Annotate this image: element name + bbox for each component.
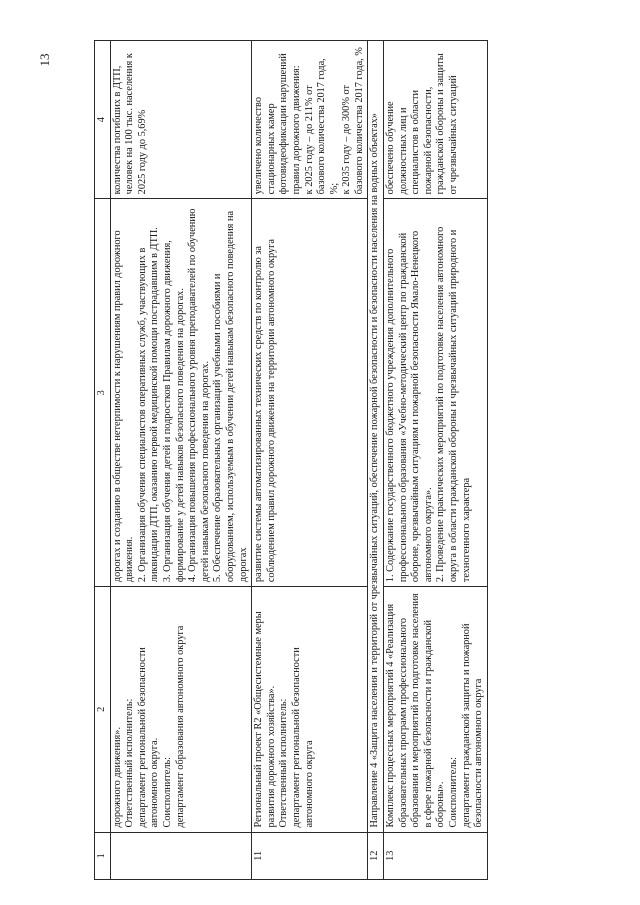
measure-name-cell (252, 587, 368, 832)
cell-line: Соисполнитель: (161, 756, 173, 828)
section-row (368, 41, 384, 880)
cell-line: дорожного движения». (111, 726, 123, 828)
header-cell-1: 1 (95, 832, 111, 879)
cell-line: Комплекс процессных мероприятий 4 «Реализация образовательных программ профессионального образования и мероприятий по подготовке населения в сфере пожарной безопасности и гражданской обороны». (385, 593, 447, 828)
measure-name-cell (110, 587, 252, 832)
table-row (384, 41, 488, 880)
header-cell-4: 4 (95, 41, 111, 199)
cell-line: 1. Содержание государственного бюджетного учреждения дополнительного профессионального образования «Учебно-методический центр по гражданской обороне, чрезвычайным ситуациям и пожарной безопасности Ямало-Ненецкого автономного округа». (385, 230, 434, 583)
measure-tasks-cell (252, 199, 368, 587)
cell-line: обеспечено обучение должностных лиц и специалистов в области пожарной безопасности, гражданской обороны и защиты от чрезвычайных ситуаций (385, 53, 460, 195)
rotated-table (94, 40, 604, 880)
measure-name-cell (384, 587, 488, 832)
cell-line: 2. Проведение практических мероприятий по подготовке населения автономного округа в области гражданской обороны и чрезвычайных ситуаций природного и техногенного характера (435, 226, 472, 583)
measure-result-cell (384, 41, 488, 199)
cell-line: увеличено количество стационарных камер фотовидеофиксации нарушений правил дорожного движения: (253, 53, 302, 195)
measure-result-cell (110, 41, 252, 199)
rotated-table-wrapper (94, 40, 604, 880)
cell-line: Ответственный исполнитель: (124, 698, 136, 828)
cell-line: количества погибших в ДТП, человек на 100 тыс. населения к 2025 году до 5,69% (111, 53, 148, 195)
cell-line: 2. Организация обучения специалистов оперативных служб, участвующих в ликвидации ДТП, оказанию первой медицинской помощи пострадавшим в ДТП. (136, 227, 161, 583)
measure-tasks-cell (110, 199, 252, 587)
section-heading: Направление 4 «Защита населения и территорий от чрезвычайных ситуаций, обеспечение пожарной безопасности и безопасности населения на водных объектах» (368, 41, 384, 833)
cell-line: департамент гражданской защиты и пожарной безопасности автономного округа (460, 623, 485, 828)
header-cell-2: 2 (95, 587, 111, 832)
cell-line: департамент региональной безопасности автономного округа (290, 647, 315, 828)
page-number-text: 13 (37, 53, 52, 67)
row-number (110, 832, 252, 879)
table-row (110, 41, 252, 880)
row-number: 13 (384, 832, 488, 879)
cell-line: Соисполнитель: (448, 756, 460, 828)
measures-table (94, 40, 488, 880)
page-number (34, 30, 56, 90)
cell-line: развитие системы автоматизированных технических средств по контролю за соблюдением правил дорожного движения на территории автономного округа (253, 239, 277, 583)
cell-line: дорогах и созданию в обществе нетерпимости к нарушениям правил дорожного движения. (111, 230, 136, 583)
cell-line: 5. Обеспечение образовательных организаций учебными пособиями и оборудованием, используемым в обучении детей навыкам безопасного поведения на дорогах (212, 210, 249, 583)
cell-line: департамент региональной безопасности автономного округа. (136, 647, 161, 828)
row-number: 11 (252, 832, 368, 879)
measure-tasks-cell (384, 199, 488, 587)
table-row (252, 41, 368, 880)
cell-line: 4. Организация повышения профессионального уровня преподавателей по обучению детей навыкам безопасного поведения на дорогах. (187, 208, 211, 583)
cell-line: к 2025 году – до 211% от базового количества 2017 года, %; (303, 58, 340, 195)
cell-line: 3. Организация обучения детей и подростков Правилам дорожного движения, формирование у детей навыков безопасного поведения на дорогах. (161, 240, 186, 583)
cell-line: Региональный проект R2 «Общесистемные меры развития дорожного хозяйства». (253, 611, 277, 828)
table-header-row (95, 41, 111, 880)
cell-line: к 2035 году – до 300% от базового количества 2017 года, % (341, 47, 365, 195)
cell-line: Ответственный исполнитель: (278, 698, 290, 828)
cell-line: департамент образования автономного округа (174, 625, 186, 828)
row-number: 12 (368, 832, 384, 879)
header-cell-3: 3 (95, 199, 111, 587)
measure-result-cell (252, 41, 368, 199)
